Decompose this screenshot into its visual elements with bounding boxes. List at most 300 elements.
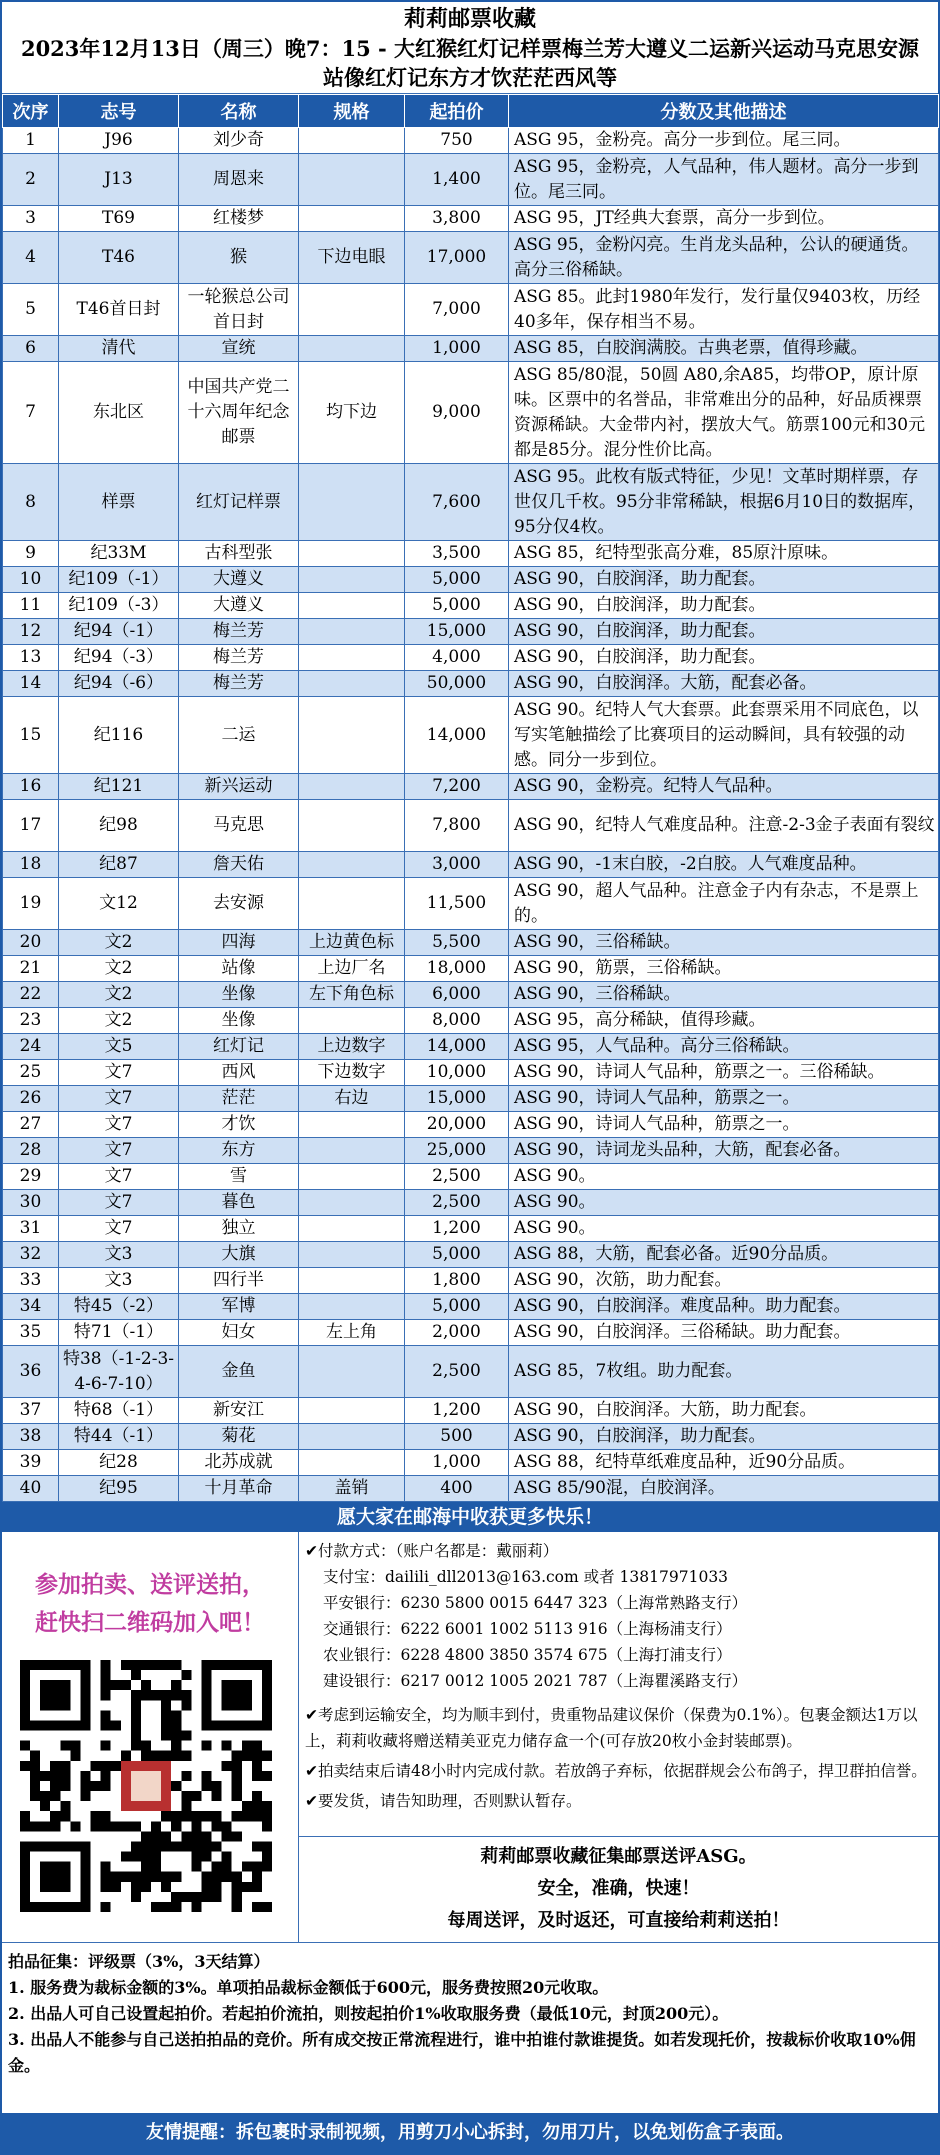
bank-account-bocom[interactable]: 交通银行：6222 6001 1002 5113 916（上海杨浦支行） bbox=[323, 1620, 732, 1638]
qr-code-icon[interactable] bbox=[20, 1660, 272, 1912]
lot-price: 2,500 bbox=[405, 1346, 509, 1398]
promo-text bbox=[2, 1532, 298, 1642]
lot-desc: ASG 85/90混，白胶润泽。 bbox=[509, 1476, 939, 1502]
lot-price: 3,000 bbox=[405, 852, 509, 878]
lot-desc: ASG 90，筋票，三俗稀缺。 bbox=[509, 956, 939, 982]
lot-name: 古科型张 bbox=[179, 541, 299, 567]
lot-desc: ASG 95。此枚有版式特征，少见！文革时期样票，存世仅几千枚。95分非常稀缺，根据6月10日的数据库，95分仅4枚。 bbox=[509, 464, 939, 541]
table-row bbox=[3, 567, 939, 593]
lot-name: 暮色 bbox=[179, 1190, 299, 1216]
lot-code: 纪109（-1） bbox=[59, 567, 179, 593]
lot-code: 纪121 bbox=[59, 774, 179, 800]
lot-price: 5,000 bbox=[405, 1242, 509, 1268]
lot-name: 大旗 bbox=[179, 1242, 299, 1268]
lot-code: 文7 bbox=[59, 1060, 179, 1086]
lot-code: 纪116 bbox=[59, 697, 179, 774]
lot-desc: ASG 85，7枚组。助力配套。 bbox=[509, 1346, 939, 1398]
col-header-spec: 规格 bbox=[299, 95, 405, 128]
wish-banner: 愿大家在邮海中收获更多快乐！ bbox=[2, 1502, 938, 1532]
lot-name: 站像 bbox=[179, 956, 299, 982]
lot-price: 2,500 bbox=[405, 1190, 509, 1216]
lot-name: 军博 bbox=[179, 1294, 299, 1320]
lot-name: 宣统 bbox=[179, 336, 299, 362]
lot-name: 妇女 bbox=[179, 1320, 299, 1346]
promo-line-2: 赶快扫二维码加入吧！ bbox=[35, 1609, 265, 1636]
lot-spec bbox=[299, 464, 405, 541]
lot-no: 9 bbox=[3, 541, 59, 567]
lot-spec bbox=[299, 1268, 405, 1294]
lot-code: 文7 bbox=[59, 1086, 179, 1112]
lot-code: 纪94（-1） bbox=[59, 619, 179, 645]
lot-price: 5,000 bbox=[405, 567, 509, 593]
lot-spec: 下边数字 bbox=[299, 1060, 405, 1086]
lot-code: 纪94（-6） bbox=[59, 671, 179, 697]
lot-desc: ASG 90，诗词人气品种，筋票之一。 bbox=[509, 1086, 939, 1112]
table-row bbox=[3, 697, 939, 774]
lot-name: 红楼梦 bbox=[179, 206, 299, 232]
lot-spec: 均下边 bbox=[299, 362, 405, 464]
lot-no: 19 bbox=[3, 878, 59, 930]
lot-spec bbox=[299, 852, 405, 878]
lot-no: 17 bbox=[3, 800, 59, 852]
lot-price: 7,000 bbox=[405, 284, 509, 336]
table-row bbox=[3, 284, 939, 336]
table-row bbox=[3, 1086, 939, 1112]
lot-table-body bbox=[3, 128, 939, 1502]
lot-name: 中国共产党二十六周年纪念邮票 bbox=[179, 362, 299, 464]
lot-spec bbox=[299, 206, 405, 232]
lot-name: 马克思 bbox=[179, 800, 299, 852]
payment-title: ✔付款方式：（账户名都是：戴丽莉） bbox=[305, 1542, 559, 1560]
lot-name: 雪 bbox=[179, 1164, 299, 1190]
lot-code: 特44（-1） bbox=[59, 1424, 179, 1450]
consignment-terms bbox=[2, 1943, 938, 2079]
lot-spec bbox=[299, 593, 405, 619]
lot-spec: 上边黄色标 bbox=[299, 930, 405, 956]
lot-spec bbox=[299, 1138, 405, 1164]
lot-no: 36 bbox=[3, 1346, 59, 1398]
lot-spec bbox=[299, 800, 405, 852]
lot-code: 文3 bbox=[59, 1268, 179, 1294]
lot-code: 东北区 bbox=[59, 362, 179, 464]
lot-no: 8 bbox=[3, 464, 59, 541]
footer-reminder: 友情提醒：拆包裹时录制视频，用剪刀小心拆封，勿用刀片，以免划伤盒子表面。 bbox=[2, 2113, 938, 2153]
lot-no: 29 bbox=[3, 1164, 59, 1190]
lot-spec bbox=[299, 1008, 405, 1034]
lot-code: 纪87 bbox=[59, 852, 179, 878]
lot-no: 6 bbox=[3, 336, 59, 362]
lot-no: 24 bbox=[3, 1034, 59, 1060]
lot-price: 20,000 bbox=[405, 1112, 509, 1138]
col-header-code: 志号 bbox=[59, 95, 179, 128]
lot-desc: ASG 90，白胶润泽，助力配套。 bbox=[509, 1424, 939, 1450]
table-row bbox=[3, 1190, 939, 1216]
lot-name: 四海 bbox=[179, 930, 299, 956]
lot-code: 文2 bbox=[59, 982, 179, 1008]
lot-price: 2,000 bbox=[405, 1320, 509, 1346]
shipping-notes bbox=[299, 1694, 938, 1814]
terms-item-2: 2. 出品人可自己设置起拍价。若起拍价流拍，则按起拍价1%收取服务费（最低10元，封顶200元）。 bbox=[8, 2004, 729, 2023]
lot-code: 纪28 bbox=[59, 1450, 179, 1476]
lot-spec bbox=[299, 671, 405, 697]
lot-spec bbox=[299, 567, 405, 593]
lot-name: 大遵义 bbox=[179, 593, 299, 619]
lot-desc: ASG 95，金粉亮。高分一步到位。尾三同。 bbox=[509, 128, 939, 154]
slogan-line-1: 莉莉邮票收藏征集邮票送评ASG。 bbox=[480, 1846, 757, 1867]
lot-no: 20 bbox=[3, 930, 59, 956]
lot-code: 文7 bbox=[59, 1112, 179, 1138]
table-row bbox=[3, 232, 939, 284]
lot-no: 11 bbox=[3, 593, 59, 619]
lot-price: 7,600 bbox=[405, 464, 509, 541]
table-row bbox=[3, 852, 939, 878]
lot-no: 3 bbox=[3, 206, 59, 232]
lot-spec bbox=[299, 1216, 405, 1242]
lot-code: J96 bbox=[59, 128, 179, 154]
lot-code: 文7 bbox=[59, 1216, 179, 1242]
lot-desc: ASG 90，-1末白胶，-2白胶。人气难度品种。 bbox=[509, 852, 939, 878]
lot-no: 31 bbox=[3, 1216, 59, 1242]
lot-desc: ASG 90，诗词人气品种，筋票之一。三俗稀缺。 bbox=[509, 1060, 939, 1086]
lot-no: 13 bbox=[3, 645, 59, 671]
bank-account-abc[interactable]: 农业银行：6228 4800 3850 3574 675（上海打浦支行） bbox=[323, 1646, 732, 1664]
promo-line-1: 参加拍卖、送评送拍， bbox=[35, 1571, 265, 1598]
table-row bbox=[3, 1242, 939, 1268]
terms-title: 拍品征集：评级票（3%，3天结算） bbox=[8, 1952, 270, 1971]
lot-desc: ASG 90。纪特人气大套票。此套票采用不同底色，以写实笔触描绘了比赛项目的运动瞬间，具有较强的动感。同分一步到位。 bbox=[509, 697, 939, 774]
lot-price: 400 bbox=[405, 1476, 509, 1502]
lot-spec bbox=[299, 878, 405, 930]
lot-code: 纪33M bbox=[59, 541, 179, 567]
lot-no: 28 bbox=[3, 1138, 59, 1164]
table-row bbox=[3, 1216, 939, 1242]
lot-spec: 上边数字 bbox=[299, 1034, 405, 1060]
lot-name: 东方 bbox=[179, 1138, 299, 1164]
lot-price: 14,000 bbox=[405, 697, 509, 774]
lot-price: 3,500 bbox=[405, 541, 509, 567]
lot-no: 40 bbox=[3, 1476, 59, 1502]
terms-item-1: 1. 服务费为裁标金额的3%。单项拍品裁标金额低于600元，服务费按照20元收取。 bbox=[8, 1978, 609, 1997]
lot-desc: ASG 90，三俗稀缺。 bbox=[509, 930, 939, 956]
lot-price: 15,000 bbox=[405, 619, 509, 645]
lot-no: 21 bbox=[3, 956, 59, 982]
lot-price: 5,000 bbox=[405, 1294, 509, 1320]
lot-spec bbox=[299, 541, 405, 567]
lot-desc: ASG 90，白胶润泽，助力配套。 bbox=[509, 645, 939, 671]
lot-desc: ASG 90，白胶润泽。大筋，配套必备。 bbox=[509, 671, 939, 697]
lot-code: T69 bbox=[59, 206, 179, 232]
payment-info bbox=[299, 1532, 938, 1694]
col-header-desc: 分数及其他描述 bbox=[509, 95, 939, 128]
table-row bbox=[3, 956, 939, 982]
lot-code: J13 bbox=[59, 154, 179, 206]
table-row bbox=[3, 1320, 939, 1346]
lot-spec bbox=[299, 336, 405, 362]
lot-no: 34 bbox=[3, 1294, 59, 1320]
table-row bbox=[3, 541, 939, 567]
lot-name: 西风 bbox=[179, 1060, 299, 1086]
table-row bbox=[3, 878, 939, 930]
alipay-account[interactable]: 支付宝：dailili_dll2013@163.com 或者 13817971033 bbox=[323, 1568, 729, 1586]
table-row bbox=[3, 1346, 939, 1398]
table-row bbox=[3, 1450, 939, 1476]
lot-spec bbox=[299, 1164, 405, 1190]
table-row bbox=[3, 930, 939, 956]
lot-desc: ASG 90。 bbox=[509, 1164, 939, 1190]
lot-desc: ASG 90。 bbox=[509, 1216, 939, 1242]
lot-name: 猴 bbox=[179, 232, 299, 284]
note-shipping: ✔考虑到运输安全，均为顺丰到付，贵重物品建议保价（保费为0.1%）。包裹金额达1万以上，莉莉收藏将赠送精美亚克力储存盒一个(可存放20枚小金封装邮票)。 bbox=[305, 1706, 918, 1750]
table-row bbox=[3, 619, 939, 645]
lot-code: 特71（-1） bbox=[59, 1320, 179, 1346]
table-row bbox=[3, 362, 939, 464]
table-row bbox=[3, 593, 939, 619]
lot-price: 18,000 bbox=[405, 956, 509, 982]
lot-name: 红灯记样票 bbox=[179, 464, 299, 541]
lot-price: 5,000 bbox=[405, 593, 509, 619]
subtitle-line-2: 站像红灯记东方才饮茫茫西风等 bbox=[323, 65, 617, 90]
lot-price: 750 bbox=[405, 128, 509, 154]
lot-price: 14,000 bbox=[405, 1034, 509, 1060]
promo-panel bbox=[2, 1532, 299, 1942]
lot-no: 16 bbox=[3, 774, 59, 800]
subtitle-line-1: 2023年12月13日（周三）晚7：15 - 大红猴红灯记样票梅兰芳大遵义二运新兴运动马克思安源 bbox=[20, 36, 920, 61]
table-row bbox=[3, 336, 939, 362]
lot-name: 茫茫 bbox=[179, 1086, 299, 1112]
lot-desc: ASG 90，诗词人气品种，筋票之一。 bbox=[509, 1112, 939, 1138]
lot-price: 50,000 bbox=[405, 671, 509, 697]
slogan-line-3: 每周送评，及时返还，可直接给莉莉送拍！ bbox=[447, 1910, 790, 1931]
table-row bbox=[3, 800, 939, 852]
col-header-no: 次序 bbox=[3, 95, 59, 128]
lot-spec: 盖销 bbox=[299, 1476, 405, 1502]
lot-spec bbox=[299, 645, 405, 671]
lot-spec: 上边厂名 bbox=[299, 956, 405, 982]
lot-no: 32 bbox=[3, 1242, 59, 1268]
lot-price: 15,000 bbox=[405, 1086, 509, 1112]
lot-desc: ASG 88，纪特草纸难度品种，近90分品质。 bbox=[509, 1450, 939, 1476]
table-header-row bbox=[3, 95, 939, 128]
lot-code: 文12 bbox=[59, 878, 179, 930]
lot-no: 37 bbox=[3, 1398, 59, 1424]
slogan-line-2: 安全，准确，快速！ bbox=[537, 1878, 700, 1899]
lot-spec: 左上角 bbox=[299, 1320, 405, 1346]
lot-spec bbox=[299, 697, 405, 774]
lot-no: 12 bbox=[3, 619, 59, 645]
bank-account-ccb[interactable]: 建设银行：6217 0012 1005 2021 787（上海瞿溪路支行） bbox=[323, 1672, 748, 1690]
lot-desc: ASG 85，白胶润满胶。古典老票，值得珍藏。 bbox=[509, 336, 939, 362]
lot-name: 梅兰芳 bbox=[179, 619, 299, 645]
lot-spec bbox=[299, 1398, 405, 1424]
lot-desc: ASG 90，诗词龙头品种，大筋，配套必备。 bbox=[509, 1138, 939, 1164]
lot-name: 才饮 bbox=[179, 1112, 299, 1138]
lot-no: 2 bbox=[3, 154, 59, 206]
lot-code: 纪95 bbox=[59, 1476, 179, 1502]
table-row bbox=[3, 671, 939, 697]
table-row bbox=[3, 1112, 939, 1138]
lot-no: 38 bbox=[3, 1424, 59, 1450]
lot-code: T46首日封 bbox=[59, 284, 179, 336]
bank-account-pingan[interactable]: 平安银行：6230 5800 0015 6447 323（上海常熟路支行） bbox=[323, 1594, 748, 1612]
table-row bbox=[3, 1398, 939, 1424]
lot-spec: 右边 bbox=[299, 1086, 405, 1112]
lot-code: 纪109（-3） bbox=[59, 593, 179, 619]
lot-desc: ASG 88，大筋，配套必备。近90分品质。 bbox=[509, 1242, 939, 1268]
lot-desc: ASG 90，超人气品种。注意金子内有杂志，不是票上的。 bbox=[509, 878, 939, 930]
lot-spec bbox=[299, 619, 405, 645]
lot-name: 新兴运动 bbox=[179, 774, 299, 800]
table-row bbox=[3, 1138, 939, 1164]
lot-price: 1,200 bbox=[405, 1398, 509, 1424]
lot-price: 6,000 bbox=[405, 982, 509, 1008]
lot-spec bbox=[299, 1450, 405, 1476]
col-header-price: 起拍价 bbox=[405, 95, 509, 128]
table-row bbox=[3, 1164, 939, 1190]
lot-spec bbox=[299, 1346, 405, 1398]
header bbox=[2, 2, 938, 94]
lot-desc: ASG 95，人气品种。高分三俗稀缺。 bbox=[509, 1034, 939, 1060]
lot-spec bbox=[299, 1112, 405, 1138]
note-payment-deadline: ✔拍卖结束后请48小时内完成付款。若放鸽子弃标，依据群规会公布鸽子，捍卫群拍信誉。 bbox=[305, 1762, 927, 1780]
lot-price: 8,000 bbox=[405, 1008, 509, 1034]
lot-name: 坐像 bbox=[179, 982, 299, 1008]
lot-desc: ASG 90，次筋，助力配套。 bbox=[509, 1268, 939, 1294]
lot-spec bbox=[299, 1294, 405, 1320]
table-row bbox=[3, 1476, 939, 1502]
lot-price: 5,500 bbox=[405, 930, 509, 956]
lot-name: 周恩来 bbox=[179, 154, 299, 206]
lot-no: 35 bbox=[3, 1320, 59, 1346]
lot-desc: ASG 90，白胶润泽，助力配套。 bbox=[509, 593, 939, 619]
lot-table bbox=[2, 94, 939, 1502]
lot-desc: ASG 95，JT经典大套票，高分一步到位。 bbox=[509, 206, 939, 232]
table-row bbox=[3, 645, 939, 671]
lot-name: 红灯记 bbox=[179, 1034, 299, 1060]
lot-no: 18 bbox=[3, 852, 59, 878]
lot-desc: ASG 90，白胶润泽，助力配套。 bbox=[509, 619, 939, 645]
lot-no: 27 bbox=[3, 1112, 59, 1138]
lot-price: 500 bbox=[405, 1424, 509, 1450]
lot-name: 去安源 bbox=[179, 878, 299, 930]
table-row bbox=[3, 1034, 939, 1060]
lot-spec bbox=[299, 284, 405, 336]
table-row bbox=[3, 1008, 939, 1034]
lot-no: 33 bbox=[3, 1268, 59, 1294]
lot-no: 14 bbox=[3, 671, 59, 697]
lot-desc: ASG 90，金粉亮。纪特人气品种。 bbox=[509, 774, 939, 800]
terms-item-3: 3. 出品人不能参与自己送拍拍品的竞价。所有成交按正常流程进行，谁中拍谁付款谁提货。如若发现托价，按裁标价收取10%佣金。 bbox=[8, 2030, 916, 2075]
table-row bbox=[3, 1424, 939, 1450]
lot-no: 4 bbox=[3, 232, 59, 284]
lot-code: 文7 bbox=[59, 1164, 179, 1190]
lot-price: 2,500 bbox=[405, 1164, 509, 1190]
lot-spec bbox=[299, 1424, 405, 1450]
lot-name: 梅兰芳 bbox=[179, 645, 299, 671]
lot-no: 15 bbox=[3, 697, 59, 774]
slogan-box bbox=[299, 1836, 938, 1942]
lot-name: 大遵义 bbox=[179, 567, 299, 593]
lot-name: 十月革命 bbox=[179, 1476, 299, 1502]
lot-code: 清代 bbox=[59, 336, 179, 362]
lot-desc: ASG 95，高分稀缺，值得珍藏。 bbox=[509, 1008, 939, 1034]
page-title: 莉莉邮票收藏 bbox=[403, 6, 536, 32]
lot-no: 25 bbox=[3, 1060, 59, 1086]
lot-spec bbox=[299, 1190, 405, 1216]
table-row bbox=[3, 464, 939, 541]
lot-desc: ASG 90，纪特人气难度品种。注意-2-3金子表面有裂纹 bbox=[509, 800, 939, 852]
table-row bbox=[3, 128, 939, 154]
lot-no: 23 bbox=[3, 1008, 59, 1034]
lot-name: 新安江 bbox=[179, 1398, 299, 1424]
table-row bbox=[3, 982, 939, 1008]
lot-spec bbox=[299, 128, 405, 154]
lot-code: 文5 bbox=[59, 1034, 179, 1060]
note-delivery: ✔要发货，请告知助理，否则默认暂存。 bbox=[305, 1792, 582, 1810]
lot-name: 刘少奇 bbox=[179, 128, 299, 154]
lot-name: 菊花 bbox=[179, 1424, 299, 1450]
lot-name: 詹天佑 bbox=[179, 852, 299, 878]
lot-price: 7,800 bbox=[405, 800, 509, 852]
table-row bbox=[3, 1294, 939, 1320]
lot-spec bbox=[299, 774, 405, 800]
table-row bbox=[3, 1060, 939, 1086]
lot-price: 25,000 bbox=[405, 1138, 509, 1164]
lot-desc: ASG 85/80混，50圆 A80,余A85，均带OP，原计原味。区票中的名誉品，非常难出分的品种，好品质裸票资源稀缺。大金带内衬，摆放大气。筋票100元和30元都是85分。混分性价比高。 bbox=[509, 362, 939, 464]
lot-code: T46 bbox=[59, 232, 179, 284]
lot-desc: ASG 90，白胶润泽，助力配套。 bbox=[509, 567, 939, 593]
lot-price: 11,500 bbox=[405, 878, 509, 930]
lot-name: 二运 bbox=[179, 697, 299, 774]
lot-code: 文7 bbox=[59, 1190, 179, 1216]
lot-price: 17,000 bbox=[405, 232, 509, 284]
lot-no: 39 bbox=[3, 1450, 59, 1476]
lot-code: 文2 bbox=[59, 930, 179, 956]
lot-desc: ASG 90。 bbox=[509, 1190, 939, 1216]
info-section bbox=[2, 1532, 938, 1943]
lot-no: 30 bbox=[3, 1190, 59, 1216]
lot-desc: ASG 85。此封1980年发行，发行量仅9403枚，历经40多年，保存相当不易。 bbox=[509, 284, 939, 336]
lot-price: 1,000 bbox=[405, 336, 509, 362]
lot-desc: ASG 90，三俗稀缺。 bbox=[509, 982, 939, 1008]
lot-spec bbox=[299, 154, 405, 206]
lot-no: 1 bbox=[3, 128, 59, 154]
table-row bbox=[3, 206, 939, 232]
lot-code: 样票 bbox=[59, 464, 179, 541]
table-row bbox=[3, 1268, 939, 1294]
lot-code: 文3 bbox=[59, 1242, 179, 1268]
lot-desc: ASG 90，白胶润泽。难度品种。助力配套。 bbox=[509, 1294, 939, 1320]
lot-price: 4,000 bbox=[405, 645, 509, 671]
lot-name: 梅兰芳 bbox=[179, 671, 299, 697]
lot-price: 10,000 bbox=[405, 1060, 509, 1086]
lot-code: 纪94（-3） bbox=[59, 645, 179, 671]
col-header-name: 名称 bbox=[179, 95, 299, 128]
table-row bbox=[3, 774, 939, 800]
lot-name: 金鱼 bbox=[179, 1346, 299, 1398]
lot-code: 文2 bbox=[59, 1008, 179, 1034]
lot-desc: ASG 95，金粉亮，人气品种，伟人题材。高分一步到位。尾三同。 bbox=[509, 154, 939, 206]
lot-price: 1,000 bbox=[405, 1450, 509, 1476]
lot-desc: ASG 85，纪特型张高分难，85原汁原味。 bbox=[509, 541, 939, 567]
lot-price: 3,800 bbox=[405, 206, 509, 232]
lot-code: 纪98 bbox=[59, 800, 179, 852]
lot-name: 四行半 bbox=[179, 1268, 299, 1294]
lot-name: 独立 bbox=[179, 1216, 299, 1242]
lot-code: 文7 bbox=[59, 1138, 179, 1164]
payment-panel bbox=[299, 1532, 938, 1942]
table-row bbox=[3, 154, 939, 206]
lot-no: 26 bbox=[3, 1086, 59, 1112]
